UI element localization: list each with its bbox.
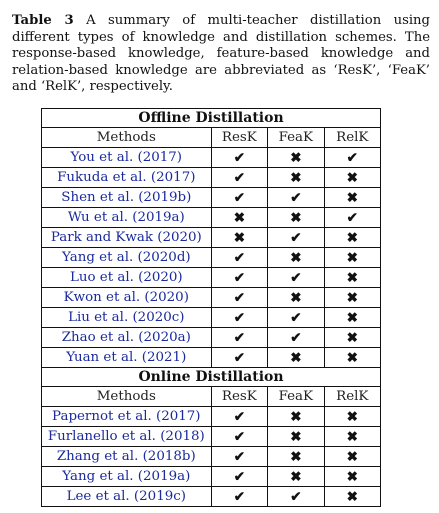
method-citation[interactable]: Papernot et al. (2017) — [42, 407, 212, 427]
cross-icon: ✖ — [211, 228, 267, 248]
check-icon: ✔ — [324, 148, 380, 168]
cross-icon: ✖ — [324, 487, 380, 507]
cross-icon: ✖ — [324, 467, 380, 487]
cross-icon: ✖ — [324, 427, 380, 447]
column-header-resk: ResK — [211, 387, 267, 407]
method-citation[interactable]: Wu et al. (2019a) — [42, 208, 212, 228]
check-icon: ✔ — [268, 308, 324, 328]
method-citation[interactable]: Furlanello et al. (2018) — [42, 427, 212, 447]
check-icon: ✔ — [211, 467, 267, 487]
cross-icon: ✖ — [324, 328, 380, 348]
section-title: Online Distillation — [42, 368, 381, 387]
cross-icon: ✖ — [268, 248, 324, 268]
table-row — [42, 248, 381, 268]
table-row — [42, 348, 381, 368]
column-header-methods: Methods — [42, 387, 212, 407]
check-icon: ✔ — [268, 268, 324, 288]
cross-icon: ✖ — [268, 467, 324, 487]
method-citation[interactable]: Kwon et al. (2020) — [42, 288, 212, 308]
check-icon: ✔ — [211, 188, 267, 208]
check-icon: ✔ — [211, 268, 267, 288]
cross-icon: ✖ — [324, 188, 380, 208]
cross-icon: ✖ — [268, 168, 324, 188]
column-header-relk: RelK — [324, 128, 380, 148]
column-header-feak: FeaK — [268, 128, 324, 148]
table-row — [42, 447, 381, 467]
cross-icon: ✖ — [268, 348, 324, 368]
table-row — [42, 467, 381, 487]
cross-icon: ✖ — [324, 228, 380, 248]
table-row — [42, 188, 381, 208]
check-icon: ✔ — [211, 407, 267, 427]
check-icon: ✔ — [211, 487, 267, 507]
method-citation[interactable]: Liu et al. (2020c) — [42, 308, 212, 328]
multi-teacher-table — [41, 108, 381, 507]
table-row — [42, 308, 381, 328]
cross-icon: ✖ — [268, 148, 324, 168]
cross-icon: ✖ — [324, 248, 380, 268]
column-header-row — [42, 387, 381, 407]
method-citation[interactable]: You et al. (2017) — [42, 148, 212, 168]
method-citation[interactable]: Park and Kwak (2020) — [42, 228, 212, 248]
check-icon: ✔ — [211, 248, 267, 268]
table-row — [42, 168, 381, 188]
check-icon: ✔ — [211, 328, 267, 348]
check-icon: ✔ — [268, 228, 324, 248]
method-citation[interactable]: Fukuda et al. (2017) — [42, 168, 212, 188]
column-header-resk: ResK — [211, 128, 267, 148]
check-icon: ✔ — [211, 168, 267, 188]
table-body — [42, 109, 381, 507]
table-row — [42, 288, 381, 308]
check-icon: ✔ — [268, 188, 324, 208]
cross-icon: ✖ — [268, 427, 324, 447]
section-title: Offline Distillation — [42, 109, 381, 128]
check-icon: ✔ — [211, 348, 267, 368]
check-icon: ✔ — [211, 447, 267, 467]
cross-icon: ✖ — [268, 447, 324, 467]
method-citation[interactable]: Luo et al. (2020) — [42, 268, 212, 288]
cross-icon: ✖ — [324, 308, 380, 328]
section-title-row — [42, 368, 381, 387]
table-row — [42, 427, 381, 447]
check-icon: ✔ — [324, 208, 380, 228]
cross-icon: ✖ — [324, 288, 380, 308]
cross-icon: ✖ — [268, 407, 324, 427]
column-header-methods: Methods — [42, 128, 212, 148]
cross-icon: ✖ — [324, 168, 380, 188]
cross-icon: ✖ — [324, 407, 380, 427]
method-citation[interactable]: Yuan et al. (2021) — [42, 348, 212, 368]
table-caption — [12, 13, 430, 96]
method-citation[interactable]: Shen et al. (2019b) — [42, 188, 212, 208]
table-row — [42, 407, 381, 427]
method-citation[interactable]: Zhang et al. (2018b) — [42, 447, 212, 467]
check-icon: ✔ — [211, 148, 267, 168]
table-row — [42, 208, 381, 228]
caption-text: A summary of multi-teacher distillation using different types of knowledge and distillation schemes. The response-based knowledge, feature-based knowledge and relation-based knowledge are abbreviated as ‘ResK’, ‘FeaK’ and ‘RelK’, respectively. — [12, 13, 430, 95]
table-row — [42, 328, 381, 348]
cross-icon: ✖ — [324, 348, 380, 368]
check-icon: ✔ — [211, 288, 267, 308]
cross-icon: ✖ — [268, 288, 324, 308]
check-icon: ✔ — [211, 308, 267, 328]
cross-icon: ✖ — [268, 208, 324, 228]
cross-icon: ✖ — [324, 268, 380, 288]
section-title-row — [42, 109, 381, 128]
column-header-feak: FeaK — [268, 387, 324, 407]
table-row — [42, 228, 381, 248]
method-citation[interactable]: Yang et al. (2019a) — [42, 467, 212, 487]
table-row — [42, 148, 381, 168]
column-header-row — [42, 128, 381, 148]
check-icon: ✔ — [268, 328, 324, 348]
check-icon: ✔ — [211, 427, 267, 447]
table-label: Table 3 — [12, 13, 74, 28]
cross-icon: ✖ — [211, 208, 267, 228]
method-citation[interactable]: Yang et al. (2020d) — [42, 248, 212, 268]
method-citation[interactable]: Zhao et al. (2020a) — [42, 328, 212, 348]
check-icon: ✔ — [268, 487, 324, 507]
method-citation[interactable]: Lee et al. (2019c) — [42, 487, 212, 507]
cross-icon: ✖ — [324, 447, 380, 467]
column-header-relk: RelK — [324, 387, 380, 407]
table-row — [42, 268, 381, 288]
table-row — [42, 487, 381, 507]
